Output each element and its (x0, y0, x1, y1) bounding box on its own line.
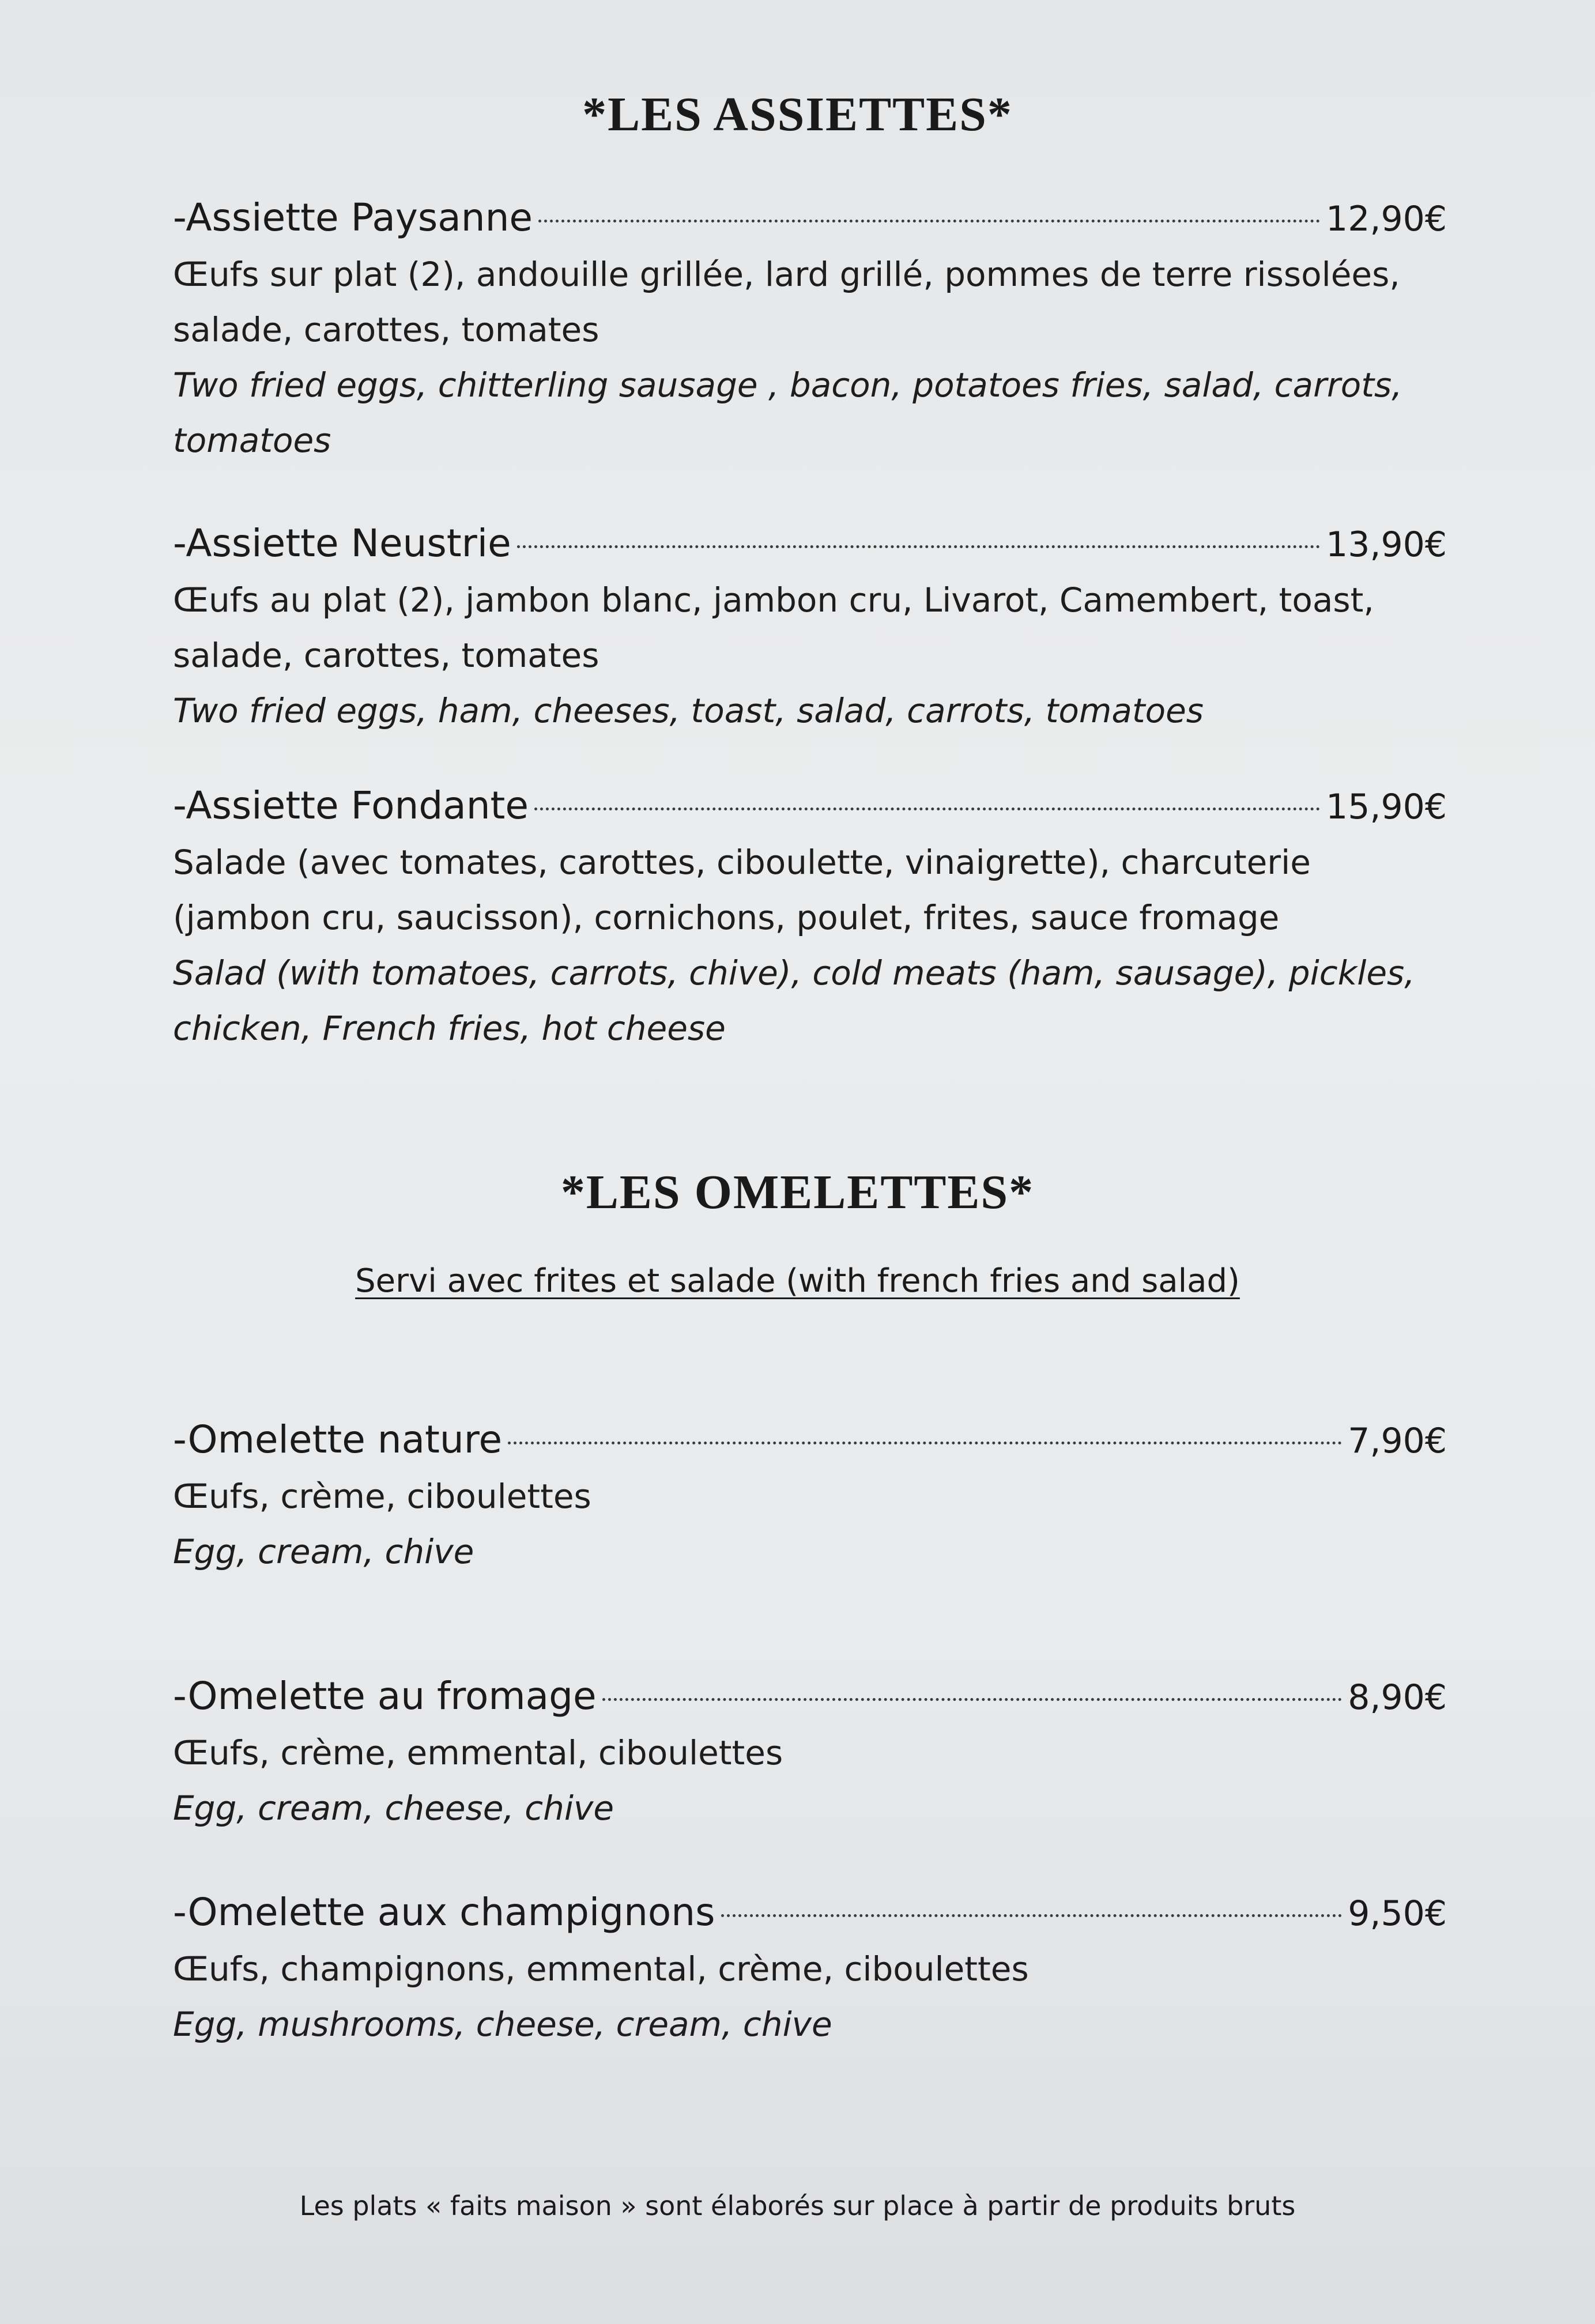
item-price: 13,90€ (1326, 525, 1447, 565)
item-description-fr: Œufs au plat (2), jambon blanc, jambon cru, Livarot, Camembert, toast, salade, carottes, tomates (173, 580, 1374, 675)
dot-leader (721, 1914, 1343, 1917)
item-name: -Omelette au fromage (173, 1674, 597, 1718)
item-description-fr: Œufs, crème, emmental, ciboulettes (173, 1733, 783, 1772)
item-name: -Omelette nature (173, 1417, 503, 1462)
dot-leader (602, 1698, 1343, 1701)
item-description-fr: Œufs, crème, ciboulettes (173, 1477, 591, 1516)
item-price: 12,90€ (1326, 199, 1447, 239)
item-description-en: Egg, mushrooms, cheese, cream, chive (173, 2005, 832, 2044)
omelettes-subtitle-text: Servi avec frites et salade (with french fries and salad) (355, 1262, 1240, 1300)
item-description-en: Two fried eggs, ham, cheeses, toast, salad, carrots, tomatoes (173, 691, 1204, 730)
item-price: 9,50€ (1348, 1893, 1447, 1934)
menu-item-assiette-neustrie (173, 516, 1447, 738)
dot-leader (508, 1442, 1342, 1444)
item-description-fr: Œufs sur plat (2), andouille grillée, lard grillé, pommes de terre rissolées, salade, carottes, tomates (173, 255, 1400, 349)
menu-item-omelette-au-fromage (173, 1669, 1447, 1836)
menu-item-assiette-fondante (173, 778, 1447, 1056)
menu-item-omelette-aux-champignons (173, 1885, 1447, 2052)
menu-item-omelette-nature (173, 1412, 1447, 1579)
section-title-assiettes: *LES ASSIETTES* (582, 88, 1013, 141)
item-description-fr: Salade (avec tomates, carottes, ciboulette, vinaigrette), charcuterie (jambon cru, saucisson), cornichons, poulet, frites, sauce fromage (173, 843, 1311, 937)
item-description-en: Egg, cream, cheese, chive (173, 1789, 614, 1828)
item-name: -Assiette Fondante (173, 783, 529, 828)
item-price: 8,90€ (1348, 1677, 1447, 1718)
dot-leader (517, 545, 1320, 548)
item-price: 7,90€ (1348, 1421, 1447, 1461)
dot-leader (538, 220, 1320, 222)
item-name: -Assiette Paysanne (173, 195, 533, 240)
omelettes-subtitle (0, 1262, 1595, 1300)
item-description-en: Two fried eggs, chitterling sausage , bacon, potatoes fries, salad, carrots, tomatoes (173, 365, 1402, 460)
item-description-fr: Œufs, champignons, emmental, crème, ciboulettes (173, 1949, 1029, 1989)
item-price: 15,90€ (1326, 787, 1447, 827)
item-description-en: Salad (with tomatoes, carrots, chive), cold meats (ham, sausage), pickles, chicken, French fries, hot cheese (173, 953, 1415, 1048)
item-name: -Omelette aux champignons (173, 1890, 715, 1934)
item-name: -Assiette Neustrie (173, 521, 511, 565)
dot-leader (534, 808, 1320, 810)
footer-note: Les plats « faits maison » sont élaborés sur place à partir de produits bruts (299, 2190, 1296, 2221)
menu-item-assiette-paysanne (173, 190, 1447, 468)
section-title-omelettes: *LES OMELETTES* (560, 1165, 1035, 1219)
item-description-en: Egg, cream, chive (173, 1532, 474, 1571)
